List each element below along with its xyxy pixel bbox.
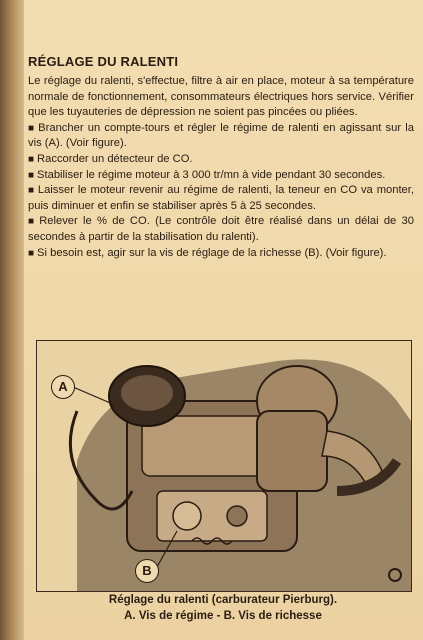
- paragraph-text: Stabiliser le régime moteur à 3 000 tr/mn à vide pendant 30 secondes.: [37, 168, 386, 181]
- paragraph-text: Si besoin est, agir sur la vis de réglage de la richesse (B). (Voir figure).: [37, 246, 387, 259]
- paragraph-text: Brancher un compte-tours et régler le régime de ralenti en agissant sur la vis (A). (Voir figure).: [28, 121, 414, 150]
- paragraph-step: [28, 246, 414, 262]
- square-bullet-icon: ■: [28, 247, 35, 259]
- square-bullet-icon: ■: [28, 122, 36, 134]
- body-text: [28, 74, 414, 261]
- callout-a: A: [51, 375, 75, 399]
- paragraph-text: Relever le % de CO. (Le contrôle doit être réalisé dans un délai de 30 secondes à partir de la stabilisation du ralenti).: [28, 215, 414, 243]
- caption-line-1: Réglage du ralenti (carburateur Pierburg).: [108, 594, 338, 606]
- paragraph-step: [28, 121, 414, 152]
- carburetor-figure: [36, 340, 412, 592]
- paragraph-step: [28, 183, 414, 214]
- square-bullet-icon: ■: [28, 216, 37, 228]
- paragraph-text: Le réglage du ralenti, s'effectue, filtre à air en place, moteur à sa température normale de fonctionnement, consommateurs électriques hors service. Vérifier que les tuyauteries de dépression ne soient pas pincées ou pliées.: [28, 75, 414, 119]
- book-binding-shadow: [0, 0, 24, 640]
- section-heading: RÉGLAGE DU RALENTI: [28, 54, 179, 69]
- carburetor-illustration: [37, 341, 411, 591]
- paragraph-intro: [28, 74, 414, 121]
- caption-line-2: A. Vis de régime - B. Vis de richesse: [124, 610, 322, 622]
- figure-caption: [36, 592, 410, 624]
- callout-b: B: [135, 559, 159, 583]
- square-bullet-icon: ■: [28, 185, 35, 197]
- paragraph-step: [28, 152, 414, 168]
- square-bullet-icon: ■: [28, 153, 35, 165]
- paragraph-step: [28, 168, 414, 184]
- paragraph-text: Laisser le moteur revenir au régime de ralenti, la teneur en CO va monter, puis diminuer et enfin se stabiliser après 5 à 25 secondes.: [28, 184, 414, 212]
- paragraph-step: [28, 214, 414, 245]
- square-bullet-icon: ■: [28, 169, 35, 181]
- paragraph-text: Raccorder un détecteur de CO.: [37, 152, 193, 165]
